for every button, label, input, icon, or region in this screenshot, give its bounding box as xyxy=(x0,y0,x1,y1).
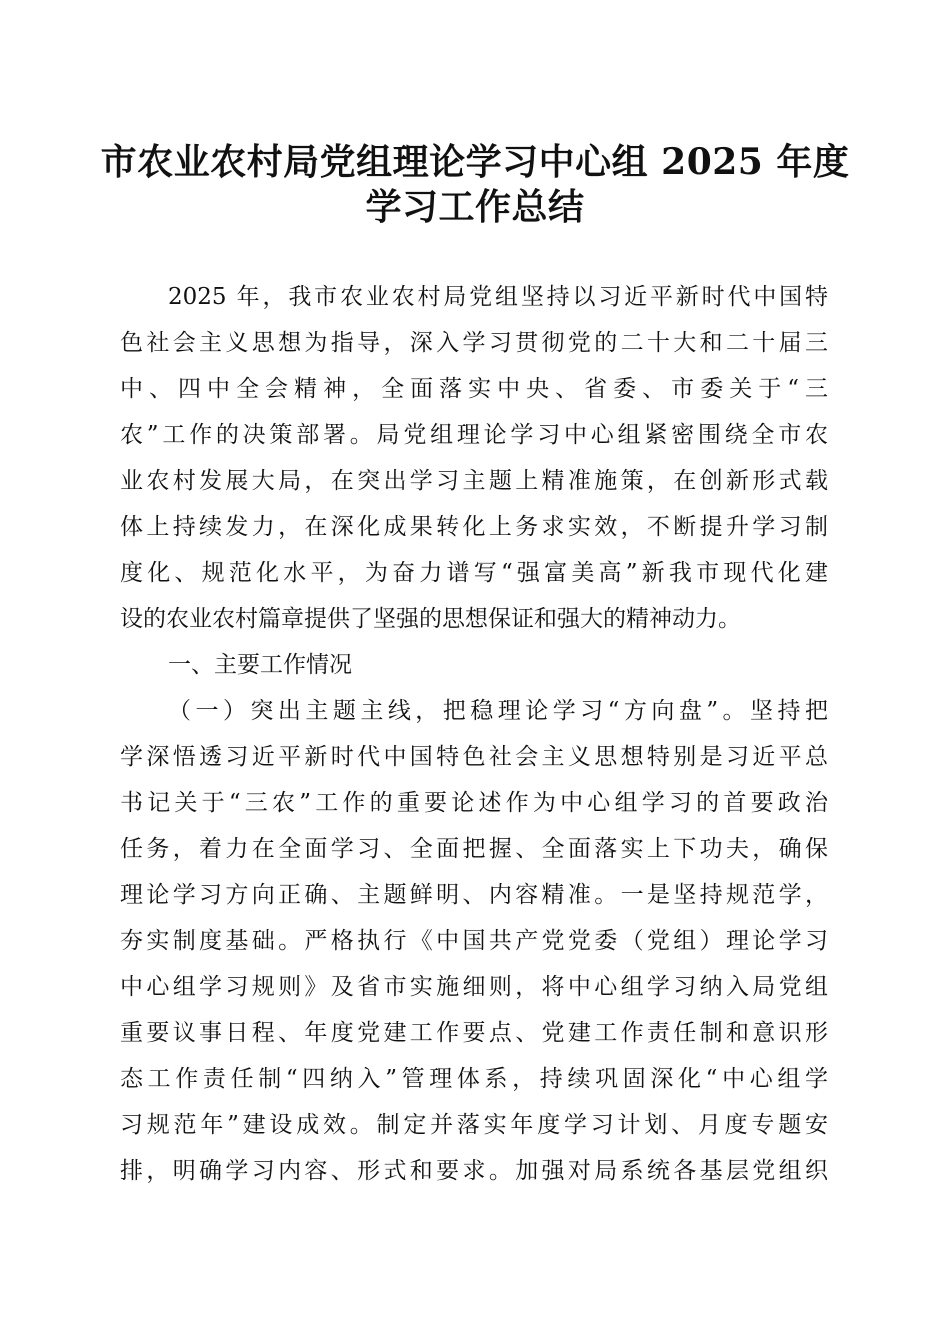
paragraph-line: 任务，着力在全面学习、全面把握、全面落实上下功夫，确保 xyxy=(120,836,828,862)
paragraph-intro xyxy=(120,274,828,642)
paragraph-line: （一）突出主题主线，把稳理论学习“方向盘”。坚持把 xyxy=(168,698,828,724)
paragraph-line: 色社会主义思想为指导，深入学习贯彻党的二十大和二十届三 xyxy=(120,330,828,356)
paragraph-line: 态工作责任制“四纳入”管理体系，持续巩固深化“中心组学 xyxy=(120,1066,828,1092)
paragraph-line: 夯实制度基础。严格执行《中国共产党党委（党组）理论学习 xyxy=(120,928,828,954)
paragraph-line: 习规范年”建设成效。制定并落实年度学习计划、月度专题安 xyxy=(120,1112,828,1138)
paragraph-line: 理论学习方向正确、主题鲜明、内容精准。一是坚持规范学， xyxy=(120,882,828,908)
paragraph-line: 排，明确学习内容、形式和要求。加强对局系统各基层党组织 xyxy=(120,1158,828,1184)
document-title-line-1: 市农业农村局党组理论学习中心组 2025 年度 xyxy=(100,141,850,183)
paragraph-line: 2025 年，我市农业农村局党组坚持以习近平新时代中国特 xyxy=(168,284,828,310)
paragraph-line: 书记关于“三农”工作的重要论述作为中心组学习的首要政治 xyxy=(120,790,828,816)
paragraph-line: 业农村发展大局，在突出学习主题上精准施策，在创新形式载 xyxy=(120,468,828,494)
paragraph-line: 重要议事日程、年度党建工作要点、党建工作责任制和意识形 xyxy=(120,1020,828,1046)
paragraph-line: 设的农业农村篇章提供了坚强的思想保证和强大的精神动力。 xyxy=(120,606,741,632)
paragraph-line: 学深悟透习近平新时代中国特色社会主义思想特别是习近平总 xyxy=(120,744,828,770)
paragraph-line: 度化、规范化水平，为奋力谱写“强富美高”新我市现代化建 xyxy=(120,560,828,586)
paragraph-line: 中、四中全会精神，全面落实中央、省委、市委关于“三 xyxy=(120,376,828,402)
document-title-line-2: 学习工作总结 xyxy=(365,186,585,228)
paragraph-line: 中心组学习规则》及省市实施细则，将中心组学习纳入局党组 xyxy=(120,974,828,1000)
paragraph-line: 体上持续发力，在深化成果转化上务求实效，不断提升学习制 xyxy=(120,514,828,540)
document-body xyxy=(120,274,828,1194)
paragraph-section-1-1 xyxy=(120,688,828,1194)
section-heading: 一、主要工作情况 xyxy=(168,652,352,678)
paragraph-line: 农”工作的决策部署。局党组理论学习中心组紧密围绕全市农 xyxy=(120,422,828,448)
